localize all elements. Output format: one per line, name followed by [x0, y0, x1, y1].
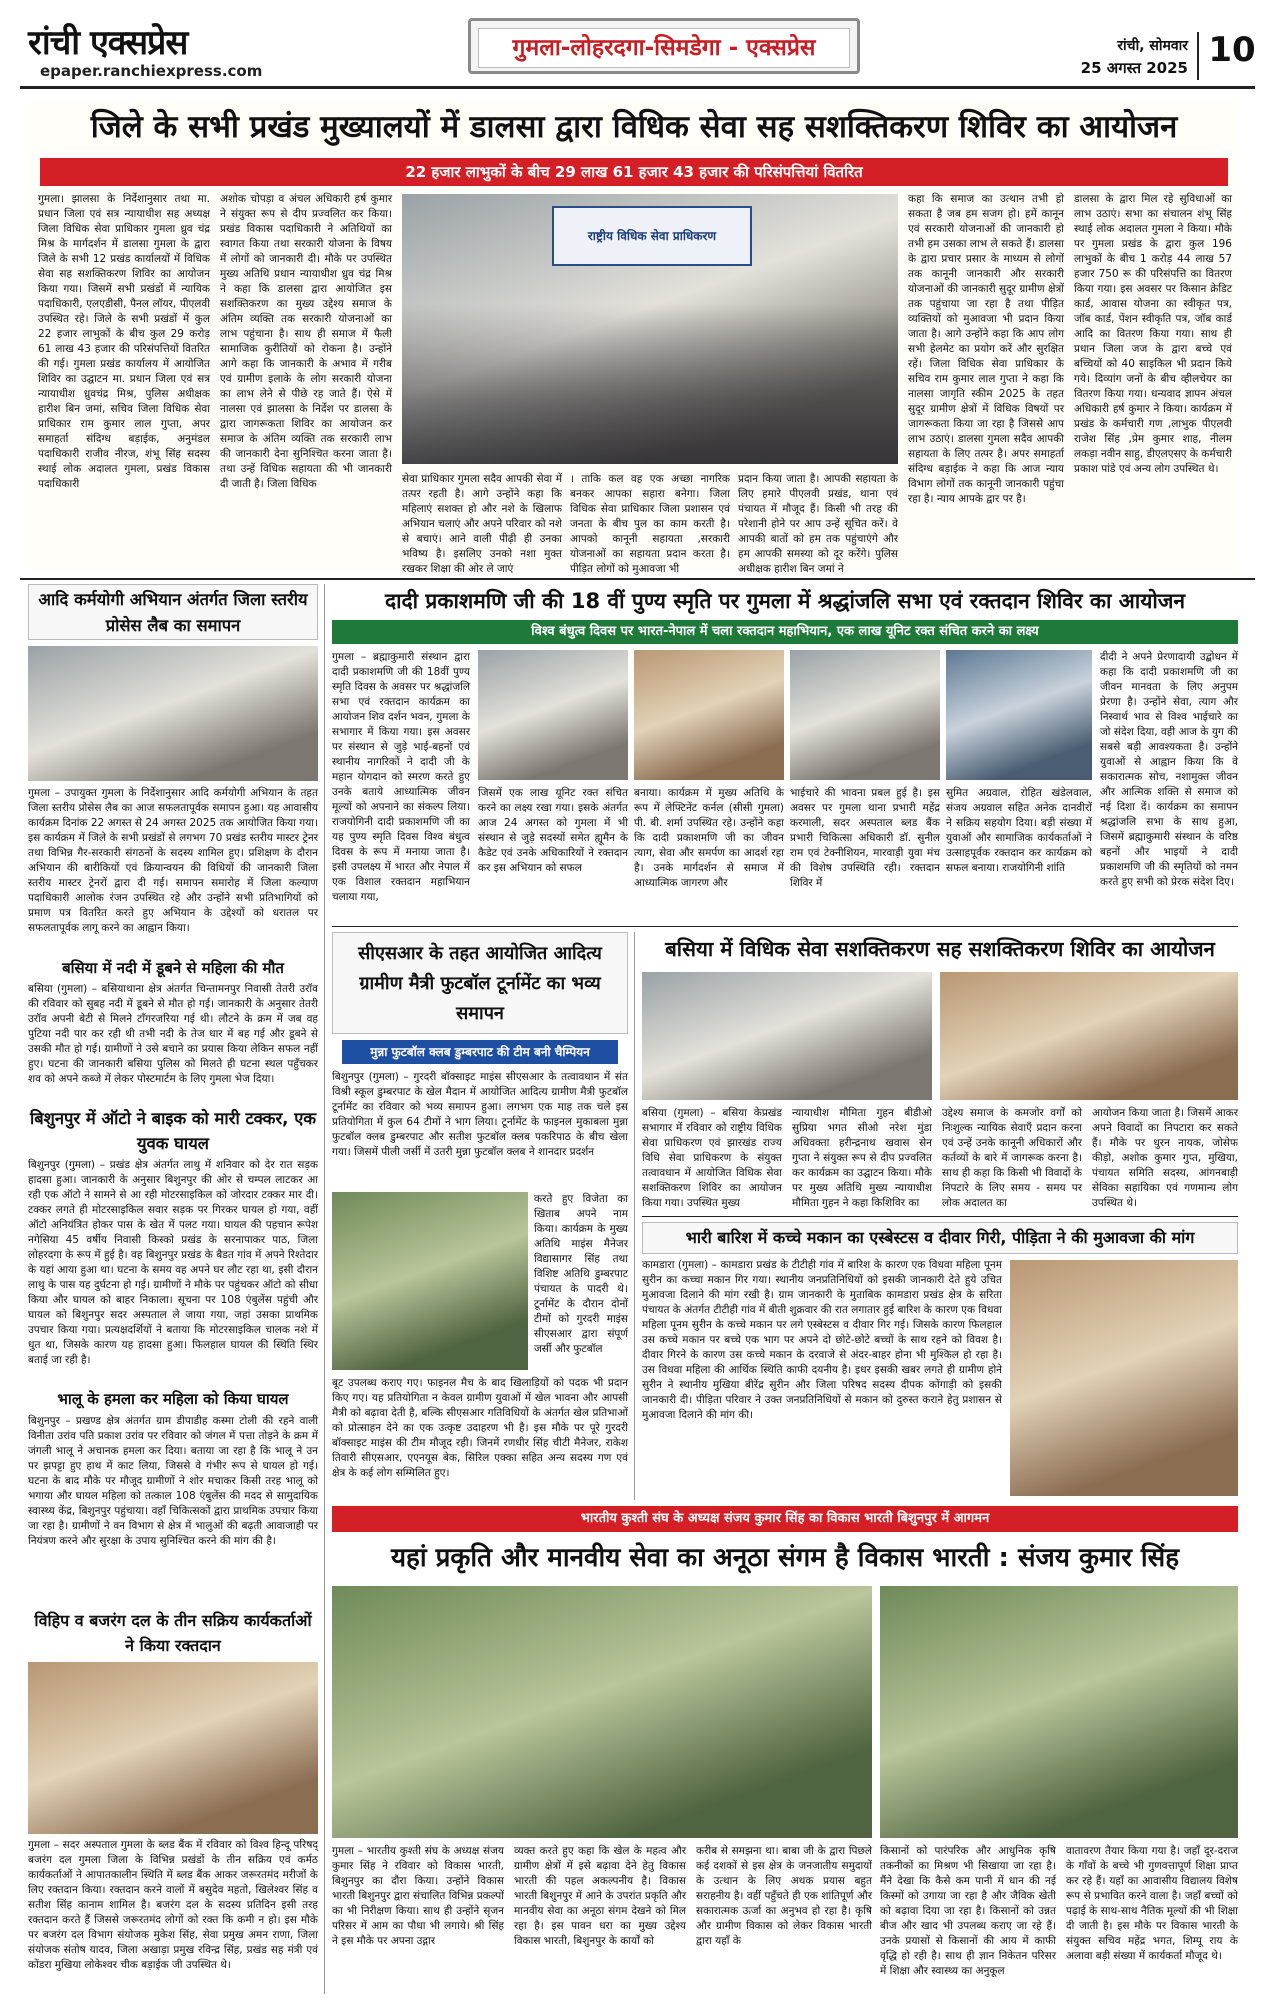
dadi-col-5: सुमित अग्रवाल, रोहित खंडेलवाल, संजय अग्रवाल सहित अनेक दानवीरों ने सक्रिय सहयोग दिया। बड़ी संख्या में युवाओं और सामाजिक कार्यकर्ताओं ने उत्साहपूर्वक रक्तदान कर कार्यक्रम को सफल बनाया। राजयोगिनी शांति [946, 787, 1092, 874]
lead-photo-banner-text: राष्ट्रीय विधिक सेवा प्राधिकरण [587, 229, 717, 243]
lead-col-5: डालसा के द्वारा मिल रहे सुविधाओं का लाभ उठाएं। सभा का संचालन शंभू सिंह स्थाई लोक अदालत गुमला ने किया। मौके पर गुमला प्रखंड के द्वारा कुल 196 लाभुकों के बीच 1 करोड़ 44 लाख 57 हजार 750 रू की परिसंपत्ति का वितरण किया गया। इस अवसर पर किसान क्रेडिट कार्ड, आवास योजना का स्वीकृत पत्र, जॉब कार्ड, पेंशन स्वीकृति पत्र, जॉब कार्ड आदि का वितरण किया गया। साथ ही प्रधान जिला जज के द्वारा बच्चे एवं बच्चियों को 40 साइकिल भी प्रदान किये गये। दिव्यांग जनों के बीच व्हीलचेयर का वितरण किया गया। धन्यवाद ज्ञापन अंचल अधिकारी हर्ष कुमार ने किया। कार्यक्रम में प्रखंड के कर्मचारी गण ,लाभुक पीएलवी राजेश सिंह ,प्रेम कुमार शाह, नीलम लकड़ा नवीन साहु, डीएलएसए के कर्मचारी प्रकाश पांडे एवं अन्य लोग उपस्थित थे। [1074, 193, 1232, 475]
lead-col-1: गुमला। झालसा के निर्देशानुसार तथा मा. प्रधान जिला एवं सत्र न्यायाधीश सह अध्यक्ष जिला विधिक सेवा प्राधिकार गुमला ध्रुव चंद्र मिश्र के मार्गदर्शन में डालसा गुमला के द्वारा जिले के सभी 12 प्रखंड कार्यालयों में विधिक सेवा सह सशक्तिकरण शिविर का आयोजन किया गया। जिसमें सभी प्रखंडों में न्यायिक पदाधिकारी, एलएडीसी, पैनल लॉयर, पीएलवी उपस्थित रहे। जिले के सभी प्रखंडों में कुल 22 हजार लाभुकों के बीच कुल 29 करोड़ 61 लाख 43 हजार की परिसंपत्तियों वितरित की गई। गुमला प्रखंड कार्यालय में आयोजित शिविर का उद्घाटन मा. प्रधान जिला एवं सत्र न्यायाधीश ध्रुवचंद्र मिश्र, पुलिस अधीक्षक हारीश बिन जमां, सचिव जिला विधिक सेवा प्राधिकार राम कुमार लाल गुप्ता, अपर समाहर्ता संदिग्ध बड़ाईक, अनुमंडल पदाधिकारी राजीव नीरज, शंभू सिंह सदस्य स्थाई लोक अदालत गुमला, प्रखंड विकास पदाधिकारी [38, 193, 210, 490]
lead-subhead: 22 हजार लाभुकों के बीच 29 लाख 61 हजार 43 हजार की परिसंपत्तियां वितरित [40, 158, 1228, 186]
left-story-2-headline: बसिया में नदी में डूबने से महिला की मौत [62, 959, 284, 977]
basia-bottom-rule [642, 1216, 1238, 1217]
section-title: गुमला-लोहरदगा-सिमडेगा - एक्सप्रेस [478, 28, 850, 68]
left-story-3-headline: बिशुनपुर में ऑटो ने बाइक को मारी टक्कर, एक युवक घायल [29, 1109, 316, 1153]
vikas-photo-group [332, 1586, 872, 1838]
football-photo-team [332, 1192, 528, 1370]
lead-col-3b: । ताकि कल वह एक अच्छा नागरिक बनकर आपका सहारा बनेगा। जिला विधिक सेवा प्राधिकार जिला प्रशासन एवं जनता के बीच पुल का काम करती है। आपको कानूनी सहायता ,सरकारी योजनाओं का सहायता प्रदान करता है। पीड़ित लोगों को मुआवजा भी [570, 473, 730, 575]
left-story-1-body: गुमला – उपायुक्त गुमला के निर्देशानुसार आदि कर्मयोगी अभियान के तहत जिला स्तरीय प्रोसेस लैब का आज सफलतापूर्वक समापन हुआ। यह आवासीय कार्यक्रम दिनांक 22 अगस्त से 24 अगस्त 2025 तक आयोजित किया गया। इस कार्यक्रम में जिले के सभी प्रखंडों से लगभग 70 प्रखंड स्तरीय मास्टर ट्रेनर तथा विभिन्न गैर-सरकारी संगठनों के सदस्य शामिल हुए। प्रशिक्षण के दौरान अभियान की बारीकियों एवं क्रियान्वयन की विधियों की जानकारी जिला स्तरीय मास्टर ट्रेनरों द्वारा दी गई। समापन समारोह में जिला कल्याण पदाधिकारी आलोक रंजन उपस्थित रहे और उन्होंने सभी प्रतिभागियों को प्रमाण पत्र वितरित करते हुए अभियान के उद्देश्यों को धरातल पर सफलतापूर्वक लागू करने का आह्वान किया। [28, 787, 318, 934]
website-url: epaper.ranchiexpress.com [40, 62, 263, 80]
left-story-4-body: बिशुनपुर – प्रखण्ड क्षेत्र अंतर्गत ग्राम डीपाडीह कस्मा टोली की रहने वाली विनीता उरांव पति प्रकाश उरांव पर रविवार को जंगल में पत्ता तोड़ने के क्रम में जंगली भालू ने अचानक हमला कर दिया। बताया जा रहा है कि भालू ने उन पर झपट्टा हुए हाथ में काट लिया, जिससे वे गंभीर रूप से घायल हो गई। घटना के बाद मौके पर मौजूद ग्रामीणों ने शोर मचाकर किसी तरह भालू को भगाया और घायल महिला को तत्काल 108 एंबुलेंस की मदद से सामुदायिक स्वास्थ्य केंद्र, बिशुनपुर पहुंचाया। वहाँ चिकित्सकों द्वारा प्राथमिक उपचार किया जा रहा है। ग्रामीणों ने वन विभाग से क्षेत्र में भालुओं की बढ़ती आवाजाही पर नियंत्रण करने और सुरक्षा के उपाय सुनिश्चित करने की मांग की है। [28, 1415, 318, 1547]
dadi-photo-2 [634, 650, 784, 780]
vikas-strap: भारतीय कुश्ती संघ के अध्यक्ष संजय कुमार सिंह का विकास भारती बिशुनपुर में आगमन [332, 1506, 1238, 1532]
football-body-3: बूट उपलब्ध कराए गए। फाइनल मैच के बाद खिलाड़ियों को पदक भी प्रदान किए गए। यह प्रतियोगिता न केवल ग्रामीण युवाओं में खेल भावना और आपसी मैत्री को बढ़ावा देती है, बल्कि सीएसआर गतिविधियों के अंतर्गत खेल प्रतिभाओं को प्रोत्साहन देने का एक उत्कृष्ट उदाहरण भी है। इस मौके पर पूरे गुरदरी बॉक्साइट माइंस की टीम मौजूद रही। जिनमें रणधीर सिंह चीटी मैनेजर, राकेश तिवारी सीएसआर, एएनयूस बेक, सिरिल एक्का सहित अन्य सदस्य गण एवं क्षेत्र के कई लोग सम्मिलित हुए। [332, 1377, 628, 1479]
vikas-col-1: गुमला – भारतीय कुश्ती संघ के अध्यक्ष संजय कुमार सिंह ने रविवार को विकास भारती, बिशुनपुर का दौरा किया। उन्होंने विकास भारती बिशुनपुर द्वारा संचालित विभिन्न प्रकल्पों का भी निरीक्षण किया। साथ ही उन्होंने सृजन परिसर में आम का पौधा भी लगाये। श्री सिंह ने इस मौके पर अपना उद्गार [332, 1845, 504, 1947]
lead-col-2: अशोक चोपड़ा व अंचल अधिकारी हर्ष कुमार ने संयुक्त रूप से दीप प्रज्वलित कर किया। प्रखंड विकास पदाधिकारी ने अतिथियों का स्वागत किया तथा सरकारी योजना के विषय में लोगों को जानकारी दी। मौके पर उपस्थित मुख्य अतिथि प्रधान न्यायाधीश ध्रुव चंद्र मिश्र ने कहा कि डालसा द्वारा आयोजित इस सशक्तिकरण का मुख्य उद्देश्य समाज के अंतिम व्यक्ति तक सरकारी योजनाओं का लाभ पहुंचाना है। साथ ही समाज में फैली सामाजिक कुरीतियों को रोकना है। उन्होंने आगे कहा कि जानकारी के अभाव में गरीब एवं ग्रामीण इलाके के लोग सरकारी योजना का लाभ लेने से पीछे रह जाते हैं। ऐसे में नालसा एवं झालसा के निर्देश पर डालसा के द्वारा जागरूकता शिविर का आयोजन कर समाज के अंतिम व्यक्ति तक सरकारी लाभ की जानकारी देना सुनिश्चित करना जाता है। तथा उन्हें विधिक सहायता की भी जानकारी दी जाती है। जिला विधिक [220, 193, 392, 490]
lead-headline: जिले के सभी प्रखंड मुख्यालयों में डालसा द्वारा विधिक सेवा सह सशक्तिकरण शिविर का आयोजन [90, 109, 1178, 145]
dadi-col-4: भाईचारे की भावना प्रबल हुई है। इस अवसर पर गुमला थाना प्रभारी महेंद्र करमाली, सदर अस्पताल ब्लड बैंक प्रभारी चिकित्सा अधिकारी डॉ. सुनील राम एवं टेक्नीशियन, मारवाड़ी युवा मंच की विशेष उपस्थिति रही। रक्तदान शिविर में [790, 787, 940, 889]
football-subhead: मुन्ना फुटबॉल क्लब डुम्बरपाट की टीम बनी चैम्पियन [342, 1040, 618, 1064]
left-story-2-body: बसिया (गुमला) – बसियाथाना क्षेत्र अंतर्गत चिन्तामनपुर निवासी तेतरी उरॉव की रविवार को सुबह नदी में डूबने से मौत हो गई। जानकारी के अनुसार तेतरी उरॉव अपनी बेटी से मिलने टाँगरजरिया गई थी। लौटने के क्रम में जब वह पुटिया नदी पार कर रही थी तभी नदी के तेज धार में बह गई और डूबने से उसकी मौत हो गई। ग्रामीणों ने उसे बचाने का प्रयास किया लेकिन सफल नहीं हुए। घटना की जानकारी बसिया पुलिस को मिलते ही घटना स्थल पहुँचकर शव को अपने कब्जे में लेकर पोस्टमार्टम के लिए गुमला भेज दिया। [28, 983, 318, 1085]
left-column [28, 584, 318, 1994]
dadi-subhead: विश्व बंधुत्व दिवस पर भारत-नेपाल में चला रक्तदान महाभियान, एक लाख यूनिट रक्त संचित करने का लक्ष्य [332, 620, 1238, 644]
issue-date: 25 अगस्त 2025 [1080, 59, 1188, 77]
dadi-bottom-rule [332, 926, 1238, 927]
football-story [332, 932, 628, 1500]
left-story-4-headline: भालू के हमला कर महिला को किया घायल [57, 1390, 289, 1408]
vikas-col-4: किसानों को पारंपरिक और आधुनिक कृषि तकनीकों का मिश्रण भी सिखाया जा रहा है। मैंने देखा कि कैसे कम पानी में धान की नई किस्मों को उगाया जा रहा है और जैविक खेती को बढ़ावा दिया जा रहा है। किसानों को उन्नत बीज और खाद भी उपलब्ध कराए जा रहे हैं। उनके प्रयासों से किसानों की आय में काफी वृद्धि हो रही है। साथ ही ज्ञान निकेतन परिसर में शिक्षा और स्वास्थ्य का अनुकूल [880, 1845, 1056, 1977]
lead-col-4: कहा कि समाज का उत्थान तभी हो सकता है जब हम सजग हो। हमें कानून एवं सरकारी योजनाओं की जानकारी हो तभी हम उसका लाभ ले सकते हैं। डालसा के द्वारा प्रचार प्रसार के माध्यम से लोगों तक कानूनी जानकारी और सरकारी योजनाओं की जानकारी सुदूर ग्रामीण क्षेत्रों तक पहुंचाया जा रहा है तथा पीड़ित व्यक्तियों को मुआवजा भी प्रदान किया जाता है। आगे उन्होंने कहा कि आप लोग सभी हेलमेट का प्रयोग करें और सुरक्षित रहें। जिला विधिक सेवा प्राधिकार के सचिव राम कुमार लाल गुप्ता ने कहा कि नालसा जागृति स्कीम 2025 के तहत सुदूर ग्रामीण क्षेत्रों में विधिक विषयों पर जागरूकता किया जा रहा है जिससे आप लाभ उठाएं। डालसा गुमला सदैव आपकी सहायता के लिए तत्पर है। अपर समाहर्ता संदिग्ध बड़ाईक ने कहा कि आज न्याय विभाग लोगों तक कानूनी जानकारी पहुंचा रहा है। न्याय आपके द्वार पर है। [908, 193, 1064, 505]
lead-photo-ceremony [402, 194, 898, 464]
dadi-photo-1 [478, 650, 628, 780]
lead-story [30, 100, 1238, 575]
football-body-1: बिशुनपुर (गुमला) – गुरदरी बॉक्साइट माइंस सीएसआर के तत्वावधान में संत विश्री स्कूल डुम्बरपाट के खेल मैदान में आयोजित आदित्य ग्रामीण मैत्री फुटबॉल टूर्नामेंट का रविवार को भव्य समापन हुआ। लगभग एक माह तक चले इस प्रतियोगिता में कुल 64 टीमों ने भाग लिया। टूर्नामेंट के फाइनल मुकाबला मुन्ना फुटबॉल क्लब डुम्बरपाट और सतीश फुटबॉल क्लब पकरिपाठ के बीच खेला गया। जिसमें पीली जर्सी में उतरी मुन्ना फुटबॉल क्लब ने शानदार प्रदर्शन [332, 1071, 628, 1158]
vikas-col-2: व्यक्त करते हुए कहा कि खेल के महत्व और ग्रामीण क्षेत्रों में इसे बढ़ावा देने हेतु विकास भारती की पहल अकल्पनीय है। विकास भारती बिशुनपुर में आने के उपरांत प्रकृति और मानवीय सेवा का अनूठा संगम देखने को मिल रहा है। इस पावन धरा का मुख्य उद्देश्य विकास भारती, बिशुनपुर के कार्यों को [514, 1845, 686, 1947]
vikas-col-5: वातावरण तैयार किया गया है। जहाँ दूर-दराज के गाँवों के बच्चे भी गुणवत्तापूर्ण शिक्षा प्राप्त कर रहे हैं। यहाँ का आवासीय विद्यालय विशेष रूप से प्रभावित करने वाला है। जहाँ बच्चों को पढ़ाई के साथ-साथ नैतिक मूल्यों की भी शिक्षा दी जाती है। इस मौके पर विकास भारती के संयुक्त सचिव महेंद्र भगत, शिम्पू राय के अलावा बड़ी संख्या में कार्यकर्ता मौजूद थे। [1066, 1845, 1238, 1962]
city-day: रांची, सोमवार [1117, 38, 1188, 54]
dadi-photo-3 [790, 650, 940, 780]
lead-photo-people [402, 304, 898, 464]
masthead [0, 0, 1268, 92]
left-column-divider [324, 584, 325, 1994]
lead-col-3c: प्रदान किया जाता है। आपकी सहायता के लिए हमारे पीएलवी प्रखंड, थाना एवं पंचायत में मौजूद हैं। किसी भी तरह की परेशानी होने पर आप उन्हें सूचित करें। वे आपकी बातों को हम तक पहुंचाएंगे और हम आपकी समस्या को दूर करेंगे। पुलिस अधीक्षक हारीश बिन जमां ने [738, 473, 898, 575]
dadi-photo-4 [946, 650, 1092, 780]
basia-col-3: उद्देश्य समाज के कमजोर वर्गों को निःशुल्क न्यायिक सेवाएँ प्रदान करना एवं उन्हें उनके कानूनी अधिकारों और कर्तव्यों के बारे में जागरूक करना है। साथ ही कहा कि किसी भी विवादों के निपटारे के लिए समय - समय पर लोक अदालत का [942, 1107, 1082, 1209]
vikas-photo-plantation [880, 1586, 1238, 1838]
dadi-story [332, 584, 1238, 924]
rain-body: कामडारा (गुमला) – कामडारा प्रखंड के टीटीही गांव में बारिश के कारण एक विधवा महिला पूनम सुरीन का कच्चा मकान गिर गया। स्थानीय जनप्रतिनिधियों को इसकी जानकारी देते हुये उचित मुआवजा दिलाने की मांग रखी है। ग्राम जानकारी के मुताबिक कामडारा प्रखंड क्षेत्र के सरिता पंचायत के अंतर्गत टीटीही गांव में बीती शुक्रवार की रात लगातार हुई बारिश के कारण एक विधवा महिला पूनम सुरीन के कच्चे मकान पर लगे एस्बेस्टस व दीवार गिर गई। जिसके कारण फिलहाल उस कच्चे मकान पर बच्चे एक भाग पर अपने दो छोटे-छोटे बच्चों के साथ रहने को विवश है। दीवार गिरने के कारण उस कच्चे मकान के दरवाजे से अंदर-बाहर होना भी मुश्किल हो रहा है। उस विधवा महिला की आर्थिक स्थिति काफी दयनीय है। इधर इसकी खबर लगते ही ग्रामीण होने सुरीन ने स्थानीय मुखिया बीरेंद्र सुरीन और जिला परिषद सदस्य दीपक कोंगाड़ी को इसकी जानकारी दी। पीड़िता परिवार ने उक्त जनप्रतिनिधियों से मकान को दुरुस्त कराने हेतु प्रशासन से मुआवजा दिलाने की मांग की। [642, 1259, 1002, 1421]
football-body-2: करते हुए विजेता का खिताब अपने नाम किया। कार्यक्रम के मुख्य अतिथि माइंस मैनेजर विद्यासागर सिंह तथा विशिष्ट अतिथि डुम्बरपाट पंचायत के पादरी थे। टूर्नामेंट के दौरान दोनों टीमों को गुरदरी माइंस सीएसआर द्वारा संपूर्ण जर्सी और फुटबॉल [534, 1193, 628, 1355]
masthead-rule [20, 86, 1255, 89]
dadi-headline: दादी प्रकाशमणि जी की 18 वीं पुण्य स्मृति पर गुमला में श्रद्धांजलि सभा एवं रक्तदान शिविर का आयोजन [384, 589, 1186, 613]
page-number: 10 [1208, 30, 1256, 70]
basia-photo-2 [940, 972, 1238, 1100]
rain-headline: भारी बारिश में कच्चे मकान का एस्बेस्टस व दीवार गिरी, पीड़िता ने की मुआवजा की मांग [642, 1222, 1238, 1254]
basia-col-2: न्यायाधीश मौमिता गुहन बीडीओ सुप्रिया भगत सीओ नरेश मुंडा अधिवक्ता हरीन्द्रनाथ खवास सेन गुप्ता ने संयुक्त रूप से दीप प्रज्वलित कर कार्यक्रम का उद्घाटन किया। मौके पर मुख्य अतिथि मुख्य न्यायाधीश मौमिता गुहन ने कहा किशिविर का [792, 1107, 932, 1209]
dadi-col-6: दीदी ने अपने प्रेरणादायी उद्बोधन में कहा कि दादी प्रकाशमणि जी का जीवन मानवता के लिए अनुपम प्रेरणा है। उन्होंने सेवा, त्याग और निस्वार्थ भाव से विश्व भाईचारे का जो संदेश दिया, वही आज के युग की सबसे बड़ी आवश्यकता है। उन्होंने युवाओं से आह्वान किया कि वे सकारात्मक सोच, नशामुक्त जीवन और आत्मिक शक्ति से समाज को नई दिशा दें। कार्यक्रम का समापन श्रद्धांजलि सभा के साथ हुआ, जिसमें ब्रह्माकुमारी संस्थान के वरिष्ठ बहनों और भाइयों ने दादी प्रकाशमणि जी की स्मृतियों को नमन करते हुए सभी को प्रेरक संदेश दिए। [1100, 651, 1238, 888]
vikas-story [332, 1506, 1238, 1994]
basia-headline: बसिया में विधिक सेवा सशक्तिकरण सह सशक्तिकरण शिविर का आयोजन [665, 937, 1215, 961]
left-story-5-photo [28, 1662, 318, 1834]
newspaper-logo: रांची एक्सप्रेस [28, 23, 188, 63]
lead-col-3a: सेवा प्राधिकार गुमला सदैव आपकी सेवा में तत्पर रहती है। आगे उन्होंने कहा कि महिलाएं सशक्त हो और नशे के खिलाफ अभियान चलाएं और अपने परिवार को नशे से बचाएं। आने वाली पीढ़ी ही उनका भविष्य है। इसलिए उनको नशा मुक्त रखकर शिक्षा की ओर ले जाएं [402, 473, 562, 575]
basia-story [642, 932, 1238, 1214]
left-story-5-body: गुमला – सदर अस्पताल गुमला के ब्लड बैंक में रविवार को विश्व हिन्दू परिषद् बजरंग दल गुमला जिला के विभिन्न प्रखंडों के तीन सक्रिय एवं कर्मठ कार्यकर्ताओं ने आपातकालीन स्थिति में ब्लड बैंक आकर जरूरतमंद मरीजों के लिए रक्तदान किया। रक्तदान करने वालों में बसुदेव महतो, खिलेश्वर सिंह व सतीश सिंह कानाम शामिल है। बजरंग दल के सदस्य प्रतिदिन इसी तरह रक्तदान करते हैं जिससे जरूरतमंद लोगों को रक्त कि कमी न हो। इस मौके पर बजरंग दल विभाग संयोजक मुकेश सिंह, सेवा प्रमुख अमन राणा, जिला संयोजक संतोष यादव, जिला अखाड़ा प्रमुख रविन्द्र सिंह, प्रखंड सह मंत्री एवं कोंडरा मुखिया लोकेश्वर चीक बड़ाईक जी उपस्थित थे। [28, 1839, 318, 1971]
dadi-col-2: जिसमें एक लाख यूनिट रक्त संचित करने का लक्ष्य रखा गया। इसके अंतर्गत आज 24 अगस्त को गुमला में भी संस्थान से जुड़े सदस्यों समेत ह्यूमैन के कैडेट एवं उनके अधिकारियों ने रक्तदान कर इस अभियान को सफल [478, 787, 628, 874]
rain-photo-house [1010, 1260, 1238, 1496]
dadi-col-3: बनाया। कार्यक्रम में मुख्य अतिथि के रूप में लेफ्टिनेंट कर्नल (सीसी गुमला) पी. बी. शर्मा उपस्थित रहे। उन्होंने कहा कि दादी प्रकाशमणि जी का जीवन त्याग, सेवा और समर्पण का आदर्श रहा है। उनके मार्गदर्शन से समाज में आध्यात्मिक जागरण और [634, 787, 784, 889]
football-divider [634, 932, 635, 1500]
vikas-headline: यहां प्रकृति और मानवीय सेवा का अनूठा संगम है विकास भारती : संजय कुमार सिंह [390, 1543, 1180, 1573]
basia-photo-1 [642, 972, 932, 1100]
lead-photo-banner [552, 206, 752, 266]
lead-bottom-rule [20, 578, 1255, 580]
page-number-divider [1197, 32, 1199, 80]
rain-story [642, 1222, 1238, 1500]
basia-col-4: आयोजन किया जाता है। जिसमें आकर अपने विवादों का निपटारा कर सकते हैं। मौके पर धुरन नायक, जोसेफ कीड़ो, अशोक कुमार गुप्त, मुखिया, पंचायत समिति सदस्य, आंगनबाड़ी सेविका सहायिका एवं गणमान्य लोग उपस्थित थे। [1092, 1107, 1238, 1209]
dadi-col-1: गुमला – ब्रह्माकुमारी संस्थान द्वारा दादी प्रकाशमणि जी की 18वीं पुण्य स्मृति दिवस के अवसर पर श्रद्धांजलि सभा एवं रक्तदान कार्यक्रम का आयोजन शिव दर्शन भवन, गुमला के सभागार में किया गया। इस अवसर पर संस्थान से जुड़े भाई-बहनों एवं स्थानीय नागरिकों ने दादी जी के महान योगदान को स्मरण करते हुए उनके बताये आध्यात्मिक जीवन मूल्यों को अपनाने का संकल्प लिया। राजयोगिनी दादी प्रकाशमणि जी का यह पुण्य स्मृति दिवस विश्व बंधुत्व दिवस के रूप में मनाया जाता है। इसी उपलक्ष्य में भारत और नेपाल में एक विशाल रक्तदान महाभियान चलाया गया, [332, 651, 470, 903]
football-headline: सीएसआर के तहत आयोजित आदित्य ग्रामीण मैत्री फुटबॉल टूर्नामेंट का भव्य समापन [332, 932, 628, 1034]
left-story-5-headline: विहिप व बजरंग दल के तीन सक्रिय कार्यकर्ताओं ने किया रक्तदान [34, 1611, 312, 1655]
vikas-col-3: करीब से समझना था। बाबा जी के द्वारा पिछले कई दशकों से इस क्षेत्र के जनजातीय समुदायों के उत्थान के लिए अथक प्रयास बहुत सराहनीय है। वहीं पहुँचते ही एक शांतिपूर्ण और सकारात्मक ऊर्जा का अनुभव हो रहा है। कृषि और ग्रामीण विकास को लेकर विकास भारती द्वारा यहाँ के [696, 1845, 872, 1947]
left-story-3-body: बिशुनपुर (गुमला) – प्रखंड क्षेत्र अंतर्गत लाथु में शनिवार को देर रात सड़क हादसा हुआ। जानकारी के अनुसार बिशुनपुर की ओर से चम्पल लाटकर आ रही एक ऑटो ने सामने से आ रही मोटरसाइकिल को जोरदार टक्कर मार दी। टक्कर लगते ही मोटरसाइकिल सवार सड़क पर गिरकर घायल हो गया, वहीं ऑटो अनियंत्रित होकर पास के खेत में पलट गया। घायल की पहचान रूपेश नगेसिया 45 वर्षीय निवासी किस्को प्रखंड के सरनापाकर पाठ, जिला लोहरदगा के रूप में हुई है। वह बिशुनपुर प्रखंड के बैडत गांव में अपने रिश्तेदार के यहां आया हुआ था। घटना के समय वह अपने घर लौट रहा था, इसी दौरान लाथु के पास यह दुर्घटना हो गई। ग्रामीणों ने मौके पर पहुंचकर ऑटो को सीधा किया और घायल को बाहर निकाला। सूचना पर 108 एंबुलेंस पहुंची और घायल को बिशुनपुर सदर अस्पताल ले जाया गया, जहां उसका प्राथमिक उपचार किया गया। प्रत्यक्षदर्शियों ने बताया कि मोटरसाइकिल चालक नशे में धुत था, जिसके कारण यह हादसा हुआ। फिलहाल घायल की स्थिति स्थिर बताई जा रही है। [28, 1159, 318, 1366]
basia-col-1: बसिया (गुमला) – बसिया केप्रखंड सभागार में रविवार को राष्ट्रीय विधिक सेवा प्राधिकरण एवं झारखंड राज्य विधि सेवा प्राधिकरण के संयुक्त तत्वावधान में आयोजित विधिक सेवा सशक्तिकरण शिविर का आयोजन किया गया। उपस्थित मुख्य [642, 1107, 782, 1209]
left-story-1-headline: आदि कर्मयोगी अभियान अंतर्गत जिला स्तरीय प्रोसेस लैब का समापन [28, 584, 318, 640]
left-story-1-photo [28, 646, 318, 781]
